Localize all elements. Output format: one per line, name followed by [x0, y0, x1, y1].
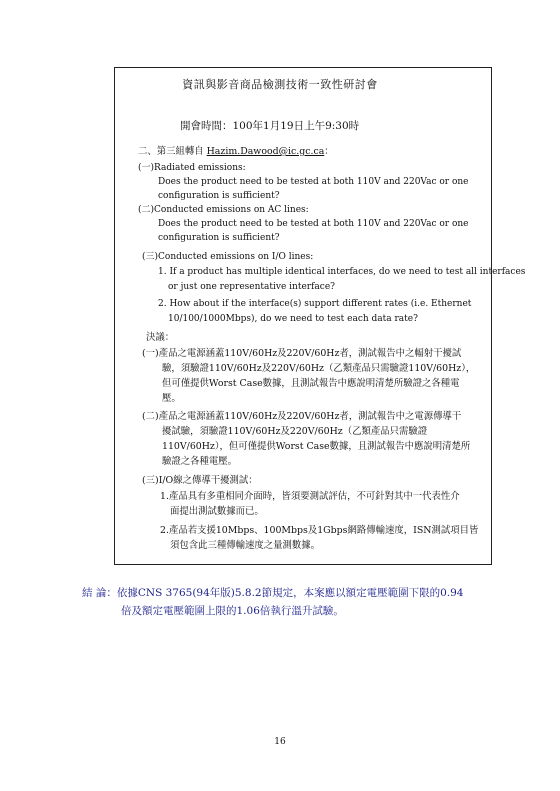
- question-3-item2-line1: 2. How about if the interface(s) support different rates (i.e. Ethernet: [158, 299, 472, 309]
- meeting-time: 開會時間：100年1月19日上午9:30時: [180, 120, 360, 132]
- conclusion-label: 結 論：: [82, 587, 117, 599]
- resolution-3-item1-line2: 面提出測試數據而已。: [170, 506, 264, 517]
- resolution-3-item2-line1: 2.產品若支援10Mbps、100Mbps及1Gbps網路傳輸速度，ISN測試項目皆: [160, 525, 479, 536]
- question-2-line2: configuration is sufficient?: [158, 233, 280, 243]
- question-1-line1: Does the product need to be tested at both 110V and 220Vac or one: [158, 177, 469, 187]
- resolution-1-line2: 驗，須驗證110V/60Hz及220V/60Hz（乙類產品只需驗證110V/60Hz），: [162, 363, 476, 374]
- conclusion-text-1: 依據CNS 3765(94年版)5.8.2節規定，本案應以額定電壓範圍下限的0.94: [116, 587, 464, 599]
- resolution-2-line1: (二)產品之電源涵蓋110V/60Hz及220V/60Hz者，測試報告中之電源傳導干: [142, 411, 462, 422]
- resolution-3-label: (三)I/O線之傳導干擾測試：: [142, 475, 258, 486]
- question-1-line2: configuration is sufficient?: [158, 191, 280, 201]
- resolution-3-item2-line2: 須包含此三種傳輸速度之量測數據。: [170, 540, 321, 551]
- resolution-1-line4: 壓。: [162, 393, 181, 404]
- section-heading-prefix: 二、第三組轉自: [138, 146, 204, 157]
- question-3-label: (三)Conducted emissions on I/O lines:: [142, 252, 314, 262]
- resolution-2-line4: 驗證之各種電壓。: [162, 456, 238, 467]
- seminar-title: 資訊與影音商品檢測技術一致性研討會: [182, 78, 378, 91]
- question-2-label: (二)Conducted emissions on AC lines:: [138, 205, 309, 215]
- question-3-item2-line2: 10/100/1000Mbps), do we need to test each data rate?: [168, 314, 418, 324]
- resolution-2-line2: 擾試驗，須驗證110V/60Hz及220V/60Hz（乙類產品只需驗證: [162, 426, 428, 437]
- resolution-1-line3: 但可僅提供Worst Case數據，且測試報告中應說明清楚所驗證之各種電: [162, 378, 460, 389]
- conclusion-line1: [82, 584, 463, 602]
- resolution-label: 決議：: [146, 332, 175, 343]
- resolution-3-item1-line1: 1.產品具有多重相同介面時，皆須要測試評估，不可針對其中一代表性介: [160, 491, 460, 502]
- conclusion-line2: 倍及額定電壓範圍上限的1.06倍執行溫升試驗。: [121, 605, 344, 617]
- section-heading-suffix: ：: [324, 146, 334, 157]
- page-number: 16: [274, 737, 286, 747]
- email-address: Hazim.Dawood@ic.gc.ca: [206, 146, 325, 157]
- question-2-line1: Does the product need to be tested at both 110V and 220Vac or one: [158, 219, 469, 229]
- question-1-label: (一)Radiated emissions:: [138, 163, 246, 173]
- resolution-1-line1: (一)產品之電源涵蓋110V/60Hz及220V/60Hz者，測試報告中之輻射干擾試: [142, 348, 462, 359]
- question-3-item1-line2: or just one representative interface?: [168, 282, 335, 292]
- resolution-2-line3: 110V/60Hz），但可僅提供Worst Case數據，且測試報告中應說明清楚所: [162, 441, 471, 452]
- question-3-item1-line1: 1. If a product has multiple identical interfaces, do we need to test all interfaces: [158, 267, 526, 277]
- section-heading: [138, 145, 334, 158]
